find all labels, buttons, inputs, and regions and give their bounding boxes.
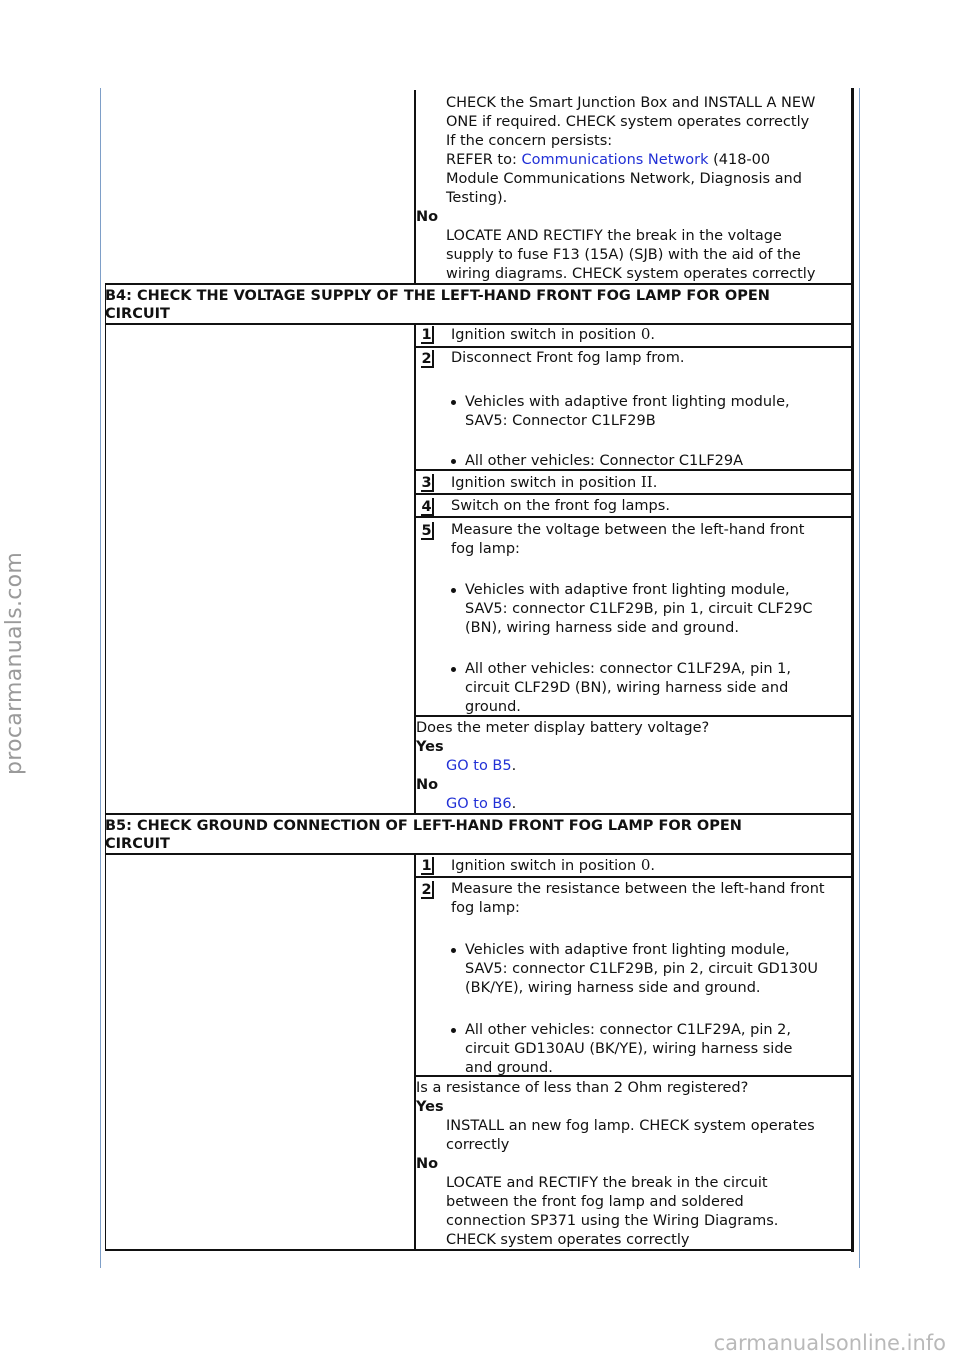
side-watermark: procarmanuals.com [2,551,27,775]
yes-label: Yes [416,739,444,755]
b5-question: Is a resistance of less than 2 Ohm registered? [416,1080,749,1096]
top-no-line-1: LOCATE AND RECTIFY the break in the voltage [446,228,782,244]
b4-no-line [446,795,516,814]
table-left-border [105,283,106,1250]
period: . [511,758,517,774]
top-line-4 [446,151,770,170]
bullet-dot [451,459,456,464]
b4-step5-bullet2-l1: All other vehicles: connector C1LF29A, pin 1, [465,661,791,677]
b4-step4-text: Switch on the front fog lamps. [451,498,670,514]
step-number: 2 [421,350,434,368]
b5-step2-l1: Measure the resistance between the left-hand front [451,881,825,897]
row-separator [414,346,854,348]
right-page-rule [859,88,860,1268]
go-to-b5-link[interactable]: GO to B5 [446,758,512,774]
row-separator [105,853,854,855]
period: . [511,796,517,812]
row-separator [414,876,854,878]
top-line-1: CHECK the Smart Junction Box and INSTALL A NEW [446,95,816,111]
b4-question: Does the meter display battery voltage? [416,720,710,736]
yes-label: Yes [416,1099,444,1115]
no-label: No [416,1156,439,1172]
top-no-line-3: wiring diagrams. CHECK system operates correctly [446,266,816,282]
bullet-dot [451,948,456,953]
b4-step5-bullet1-l1: Vehicles with adaptive front lighting module, [465,582,790,598]
step-number: 5 [421,522,434,540]
b5-yes-line-1: INSTALL an new fog lamp. CHECK system operates [446,1118,815,1134]
step-number: 3 [421,474,434,492]
position-value: 0 [640,856,651,874]
b4-step2-bullet1-l2: SAV5: Connector C1LF29B [465,413,656,429]
b5-yes-line-2: correctly [446,1137,510,1153]
period: . [652,475,658,491]
b4-step2-bullet2-l1: All other vehicles: Connector C1LF29A [465,453,744,469]
b4-step2-text: Disconnect Front fog lamp from. [451,350,685,366]
step-text: Ignition switch in position [451,858,641,874]
b5-no-line-2: between the front fog lamp and soldered [446,1194,744,1210]
top-line-3: If the concern persists: [446,133,613,149]
b4-step3-text [451,473,657,493]
b5-step2-bullet1-l3: (BK/YE), wiring harness side and ground. [465,980,761,996]
communications-network-link[interactable]: Communications Network [521,152,709,168]
refer-to-text: REFER to: [446,152,522,168]
go-to-b6-link[interactable]: GO to B6 [446,796,512,812]
b4-title-line-2: CIRCUIT [105,306,170,322]
b5-step2-bullet2-l1: All other vehicles: connector C1LF29A, pin 2, [465,1022,791,1038]
b4-step5-bullet2-l3: ground. [465,699,521,715]
period: . [650,327,656,343]
row-separator [414,516,854,518]
top-line-6: Testing). [446,190,508,206]
left-page-rule [100,88,101,1268]
b4-yes-line [446,757,516,776]
b4-step2-bullet1-l1: Vehicles with adaptive front lighting module, [465,394,790,410]
b5-no-line-3: connection SP371 using the Wiring Diagrams. [446,1213,779,1229]
row-separator [414,493,854,495]
b5-step2-bullet1-l1: Vehicles with adaptive front lighting module, [465,942,790,958]
b5-no-line-4: CHECK system operates correctly [446,1232,690,1248]
b5-step2-l2: fog lamp: [451,900,520,916]
b5-step2-bullet2-l2: circuit GD130AU (BK/YE), wiring harness side [465,1041,793,1057]
period: . [650,858,656,874]
b4-step5-l2: fog lamp: [451,541,520,557]
bullet-dot [451,1028,456,1033]
b4-title-line-1: B4: CHECK THE VOLTAGE SUPPLY OF THE LEFT-HAND FRONT FOG LAMP FOR OPEN [105,288,770,304]
top-line-2: ONE if required. CHECK system operates correctly [446,114,810,130]
bullet-dot [451,667,456,672]
no-label: No [416,209,439,225]
step-number: 2 [421,881,434,899]
b4-step5-l1: Measure the voltage between the left-hand front [451,522,805,538]
position-value: II [640,473,653,491]
b5-title-line-2: CIRCUIT [105,836,170,852]
b5-step2-bullet2-l3: and ground. [465,1060,553,1076]
top-line-5: Module Communications Network, Diagnosis and [446,171,802,187]
position-value: 0 [640,325,651,343]
refer-suffix: (418-00 [708,152,771,168]
b4-step5-bullet1-l3: (BN), wiring harness side and ground. [465,620,739,636]
step-number: 4 [421,498,434,516]
b5-title-line-1: B5: CHECK GROUND CONNECTION OF LEFT-HAND FRONT FOG LAMP FOR OPEN [105,818,742,834]
top-continuation [416,94,852,284]
step-text: Ignition switch in position [451,327,641,343]
b5-step2-bullet1-l2: SAV5: connector C1LF29B, pin 2, circuit GD130U [465,961,819,977]
b4-step1-text [451,325,655,345]
column-divider [414,854,416,1250]
bullet-dot [451,400,456,405]
no-label: No [416,777,439,793]
step-number: 1 [421,326,434,344]
b5-no-line-1: LOCATE and RECTIFY the break in the circuit [446,1175,768,1191]
b4-step5-bullet1-l2: SAV5: connector C1LF29B, pin 1, circuit CLF29C [465,601,813,617]
top-no-line-2: supply to fuse F13 (15A) (SJB) with the aid of the [446,247,801,263]
b4-step5-bullet2-l2: circuit CLF29D (BN), wiring harness side and [465,680,789,696]
bullet-dot [451,588,456,593]
bottom-watermark: carmanualsonline.info [713,1331,946,1355]
b5-step1-text [451,856,655,876]
step-text: Ignition switch in position [451,475,641,491]
step-number: 1 [421,857,434,875]
